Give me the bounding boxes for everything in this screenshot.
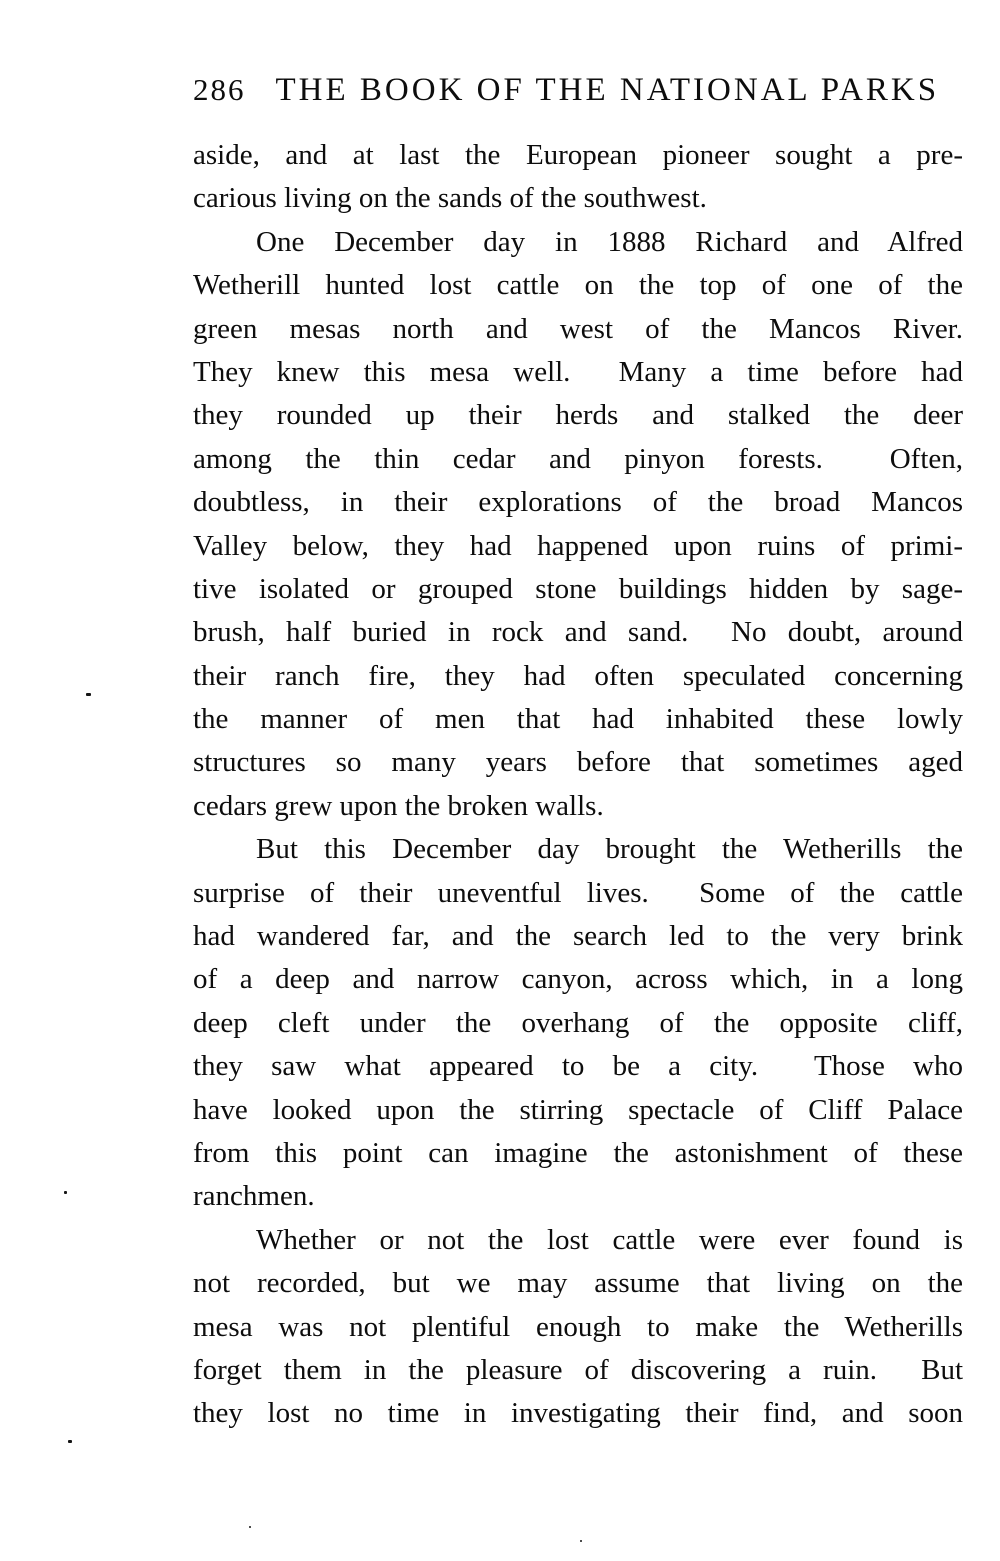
text-line: carious living on the sands of the southwest. xyxy=(193,182,707,215)
page-header xyxy=(193,74,963,107)
text-line: aside, and at last the European pioneer sought a pre- xyxy=(193,139,963,171)
text-line: structures so many years before that sometimes aged xyxy=(193,746,963,779)
paragraph xyxy=(193,221,963,828)
page-number: 286 xyxy=(193,72,246,107)
text-line: doubtless, in their explorations of the broad Mancos xyxy=(193,486,963,519)
text-line: they rounded up their herds and stalked the deer xyxy=(193,399,963,432)
text-line: Wetherill hunted lost cattle on the top of one of the xyxy=(193,269,963,302)
text-line: the manner of men that had inhabited these lowly xyxy=(193,703,963,736)
text-line: surprise of their uneventful lives. Some of the cattle xyxy=(193,876,963,909)
body-text xyxy=(193,134,963,1436)
text-line: tive isolated or grouped stone buildings hidden by sage- xyxy=(193,572,963,605)
text-line: they lost no time in investigating their find, and soon xyxy=(193,1397,963,1430)
paragraph xyxy=(193,828,963,1219)
scan-speck xyxy=(68,1440,72,1443)
text-line: their ranch fire, they had often speculated concerning xyxy=(193,659,963,692)
paragraph xyxy=(193,1219,963,1436)
running-title: THE BOOK OF THE NATIONAL PARKS xyxy=(275,72,940,108)
text-line: they saw what appeared to be a city. Those who xyxy=(193,1050,963,1083)
text-line: from this point can imagine the astonishment of these xyxy=(193,1136,963,1169)
text-line: One December day in 1888 Richard and Alfred xyxy=(256,225,963,258)
text-line: But this December day brought the Wetherills the xyxy=(256,833,963,866)
paragraph xyxy=(193,134,963,221)
text-line: among the thin cedar and pinyon forests. Often, xyxy=(193,442,963,475)
text-line: not recorded, but we may assume that living on the xyxy=(193,1267,963,1300)
text-line: have looked upon the stirring spectacle of Cliff Palace xyxy=(193,1093,963,1126)
text-line: had wandered far, and the search led to the very brink xyxy=(193,920,963,953)
text-line: mesa was not plentiful enough to make the Wetherills xyxy=(193,1310,963,1343)
text-line: of a deep and narrow canyon, across which, in a long xyxy=(193,963,963,996)
scan-speck xyxy=(86,693,91,696)
text-line: brush, half buried in rock and sand. No doubt, around xyxy=(193,616,963,649)
text-line: Valley below, they had happened upon ruins of primi- xyxy=(193,529,963,562)
text-line: cedars grew upon the broken walls. xyxy=(193,789,604,822)
text-line: They knew this mesa well. Many a time before had xyxy=(193,355,963,388)
scan-speck xyxy=(64,1191,67,1194)
text-line: green mesas north and west of the Mancos River. xyxy=(193,312,963,345)
scan-speck xyxy=(580,1540,582,1542)
scan-speck xyxy=(249,1526,251,1528)
text-line: forget them in the pleasure of discovering a ruin. But xyxy=(193,1353,963,1386)
text-line: Whether or not the lost cattle were ever found is xyxy=(256,1223,963,1256)
text-line: ranchmen. xyxy=(193,1180,315,1213)
text-line: deep cleft under the overhang of the opposite cliff, xyxy=(193,1006,963,1039)
